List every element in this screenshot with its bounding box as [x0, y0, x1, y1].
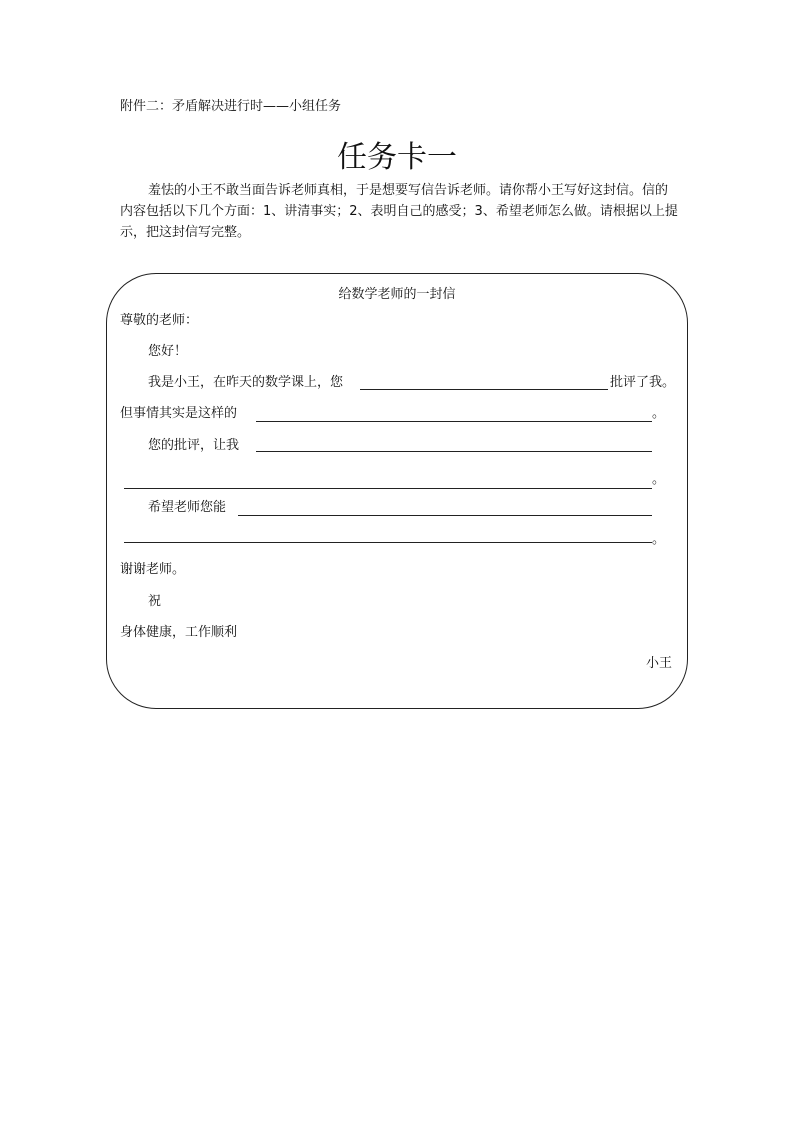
attachment-label: 附件二：矛盾解决进行时——小组任务 — [120, 99, 342, 114]
fact-suffix: 批评了我。 — [610, 375, 676, 390]
hope-blank-1[interactable] — [238, 515, 652, 516]
letter-blessing: 身体健康，工作顺利 — [120, 625, 238, 640]
feeling-blank-2[interactable] — [124, 488, 652, 489]
hope-blank-2[interactable] — [124, 542, 652, 543]
feeling-blank-1[interactable] — [256, 451, 652, 452]
feeling-prompt: 您的批评，让我 — [148, 438, 240, 453]
letter-thanks: 谢谢老师。 — [120, 562, 186, 577]
fact-prompt: 我是小王，在昨天的数学课上，您 — [148, 375, 344, 390]
letter-greeting: 您好！ — [148, 344, 188, 359]
letter-signature: 小王 — [646, 656, 673, 671]
truth-prompt: 但事情其实是这样的 — [120, 406, 238, 421]
task-title: 任务卡一 — [337, 140, 457, 175]
hope-period: 。 — [652, 532, 666, 547]
feeling-period: 。 — [652, 472, 666, 487]
truth-blank[interactable] — [256, 421, 652, 422]
letter-wish: 祝 — [148, 594, 162, 609]
letter-heading: 给数学老师的一封信 — [338, 287, 456, 302]
task-instructions: 羞怯的小王不敢当面告诉老师真相，于是想要写信告诉老师。请你帮小王写好这封信。信的内容包括以下几个方面：1、讲清事实；2、表明自己的感受；3、希望老师怎么做。请根据以上提示，把这封信写完整。 — [120, 183, 678, 240]
truth-period: 。 — [652, 406, 666, 421]
hope-prompt: 希望老师您能 — [148, 500, 227, 515]
letter-card — [106, 273, 688, 709]
fact-blank[interactable] — [360, 389, 608, 390]
letter-salutation: 尊敬的老师： — [120, 313, 199, 328]
